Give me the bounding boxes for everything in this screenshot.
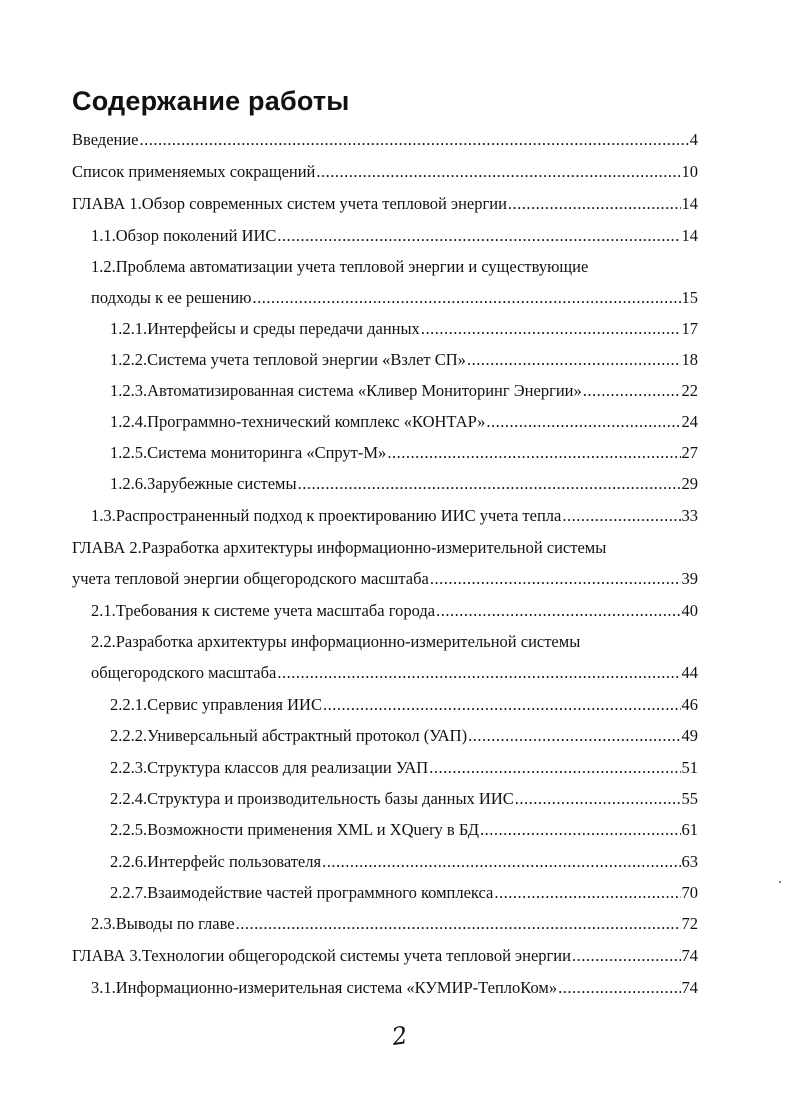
toc-dot-leader xyxy=(508,194,681,214)
toc-entry-title: 1.2.6.Зарубежные системы xyxy=(110,474,297,493)
toc-entry-title-line1: ГЛАВА 2.Разработка архитектуры информационно-измерительной системы xyxy=(72,538,607,557)
toc-entry-title-line2: учета тепловой энергии общегородского масштаба xyxy=(72,569,429,588)
toc-entry xyxy=(72,946,698,966)
toc-entry xyxy=(110,474,698,494)
toc-dot-leader xyxy=(298,474,681,494)
toc-entry-title: Список применяемых сокращений xyxy=(72,162,316,181)
toc-entry-page: 72 xyxy=(681,914,698,933)
toc-entry-page: 27 xyxy=(681,443,698,462)
toc-dot-leader xyxy=(480,820,681,840)
toc-entry xyxy=(110,883,698,903)
toc-entry-title: 2.2.6.Интерфейс пользователя xyxy=(110,852,322,871)
toc-entry xyxy=(91,978,698,998)
toc-entry-page: 4 xyxy=(689,130,698,149)
toc-entry-page: 74 xyxy=(681,978,698,997)
toc-entry xyxy=(72,194,698,214)
toc-entry-title-line2: подходы к ее решению xyxy=(91,288,252,307)
toc-entry xyxy=(110,443,698,463)
toc-entry-page: 40 xyxy=(681,601,698,620)
toc-dot-leader xyxy=(253,288,681,308)
scan-speck xyxy=(779,881,781,883)
toc-entry xyxy=(110,820,698,840)
toc-entry xyxy=(91,506,698,526)
toc-entry-page: 49 xyxy=(681,726,698,745)
toc-entry-title: 1.2.1.Интерфейсы и среды передачи данных xyxy=(110,319,420,338)
toc-dot-leader xyxy=(468,726,680,746)
toc-entry xyxy=(110,350,698,370)
toc-entry-page: 44 xyxy=(681,663,698,682)
toc-entry-page: 70 xyxy=(681,883,698,902)
toc-entry xyxy=(110,319,698,339)
toc-entry xyxy=(110,758,698,778)
toc-entry-title: 1.2.5.Система мониторинга «Спрут-М» xyxy=(110,443,387,462)
toc-entry xyxy=(110,695,698,715)
toc-dot-leader xyxy=(140,130,689,150)
toc-entry-title: 1.2.3.Автоматизированная система «Кливер Мониторинг Энергии» xyxy=(110,381,582,400)
toc-dot-leader xyxy=(236,914,681,934)
toc-entry-title: 2.2.2.Универсальный абстрактный протокол (УАП) xyxy=(110,726,468,745)
toc-dot-leader xyxy=(277,226,680,246)
handwritten-page-number: 2 xyxy=(390,1021,410,1051)
toc-dot-leader xyxy=(387,443,680,463)
toc-entry-page: 15 xyxy=(681,288,698,307)
toc-entry-title: 2.2.7.Взаимодействие частей программного комплекса xyxy=(110,883,494,902)
toc-dot-leader xyxy=(430,569,681,589)
toc-entry-title: 2.2.3.Структура классов для реализации УАП xyxy=(110,758,429,777)
toc-entry xyxy=(91,226,698,246)
toc-entry xyxy=(91,288,698,308)
toc-entry xyxy=(91,601,698,621)
toc-entry-page: 63 xyxy=(681,852,698,871)
toc-entry-page: 55 xyxy=(681,789,698,808)
toc-entry-page: 74 xyxy=(681,946,698,965)
toc-dot-leader xyxy=(277,663,680,683)
toc-dot-leader xyxy=(572,946,681,966)
toc-entry-title: 2.2.5.Возможности применения XML и XQuery в БД xyxy=(110,820,479,839)
toc-dot-leader xyxy=(515,789,681,809)
toc-entry-page: 29 xyxy=(681,474,698,493)
toc-entry-page: 61 xyxy=(681,820,698,839)
toc-entry xyxy=(72,569,698,589)
toc-entry-page: 14 xyxy=(681,194,698,213)
toc-dot-leader xyxy=(322,852,680,872)
toc-entry xyxy=(110,412,698,432)
toc-entry-page: 10 xyxy=(681,162,698,181)
toc-dot-leader xyxy=(323,695,681,715)
toc-entry-page: 22 xyxy=(681,381,698,400)
toc-entry xyxy=(72,162,698,182)
toc-entry-title: ГЛАВА 1.Обзор современных систем учета тепловой энергии xyxy=(72,194,507,213)
toc-dot-leader xyxy=(558,978,680,998)
toc-dot-leader xyxy=(436,601,680,621)
toc-entry-title: 2.2.4.Структура и производительность базы данных ИИС xyxy=(110,789,514,808)
toc-entry xyxy=(110,726,698,746)
toc-entry-page: 14 xyxy=(681,226,698,245)
toc-dot-leader xyxy=(494,883,680,903)
toc-dot-leader xyxy=(429,758,680,778)
page-title: Содержание работы xyxy=(72,86,350,116)
toc-entry xyxy=(110,381,698,401)
toc-entry-page: 18 xyxy=(681,350,698,369)
toc-entry-title: Введение xyxy=(72,130,139,149)
toc-dot-leader xyxy=(486,412,680,432)
toc-dot-leader xyxy=(421,319,681,339)
toc-entry-title: 2.2.1.Сервис управления ИИС xyxy=(110,695,322,714)
toc-entry-title: ГЛАВА 3.Технологии общегородской системы учета тепловой энергии xyxy=(72,946,571,965)
toc-entry xyxy=(91,914,698,934)
toc-entry-title: 1.3.Распространенный подход к проектированию ИИС учета тепла xyxy=(91,506,562,525)
toc-entry xyxy=(110,852,698,872)
toc-dot-leader xyxy=(467,350,681,370)
toc-entry-page: 46 xyxy=(681,695,698,714)
toc-entry xyxy=(110,789,698,809)
toc-entry-title: 3.1.Информационно-измерительная система «КУМИР-ТеплоКом» xyxy=(91,978,558,997)
toc-entry-title-line2: общегородского масштаба xyxy=(91,663,277,682)
toc-entry-title: 1.2.2.Система учета тепловой энергии «Взлет СП» xyxy=(110,350,466,369)
toc-entry-page: 51 xyxy=(681,758,698,777)
toc-entry-title: 2.3.Выводы по главе xyxy=(91,914,235,933)
toc-entry-page: 33 xyxy=(681,506,698,525)
toc-entry-page: 24 xyxy=(681,412,698,431)
toc-entry-title: 1.2.4.Программно-технический комплекс «КОНТАР» xyxy=(110,412,486,431)
toc-entry-page: 39 xyxy=(681,569,698,588)
toc-entry xyxy=(91,663,698,683)
toc-entry xyxy=(72,130,698,150)
toc-entry-title: 2.1.Требования к системе учета масштаба города xyxy=(91,601,436,620)
toc-entry-title-line1: 2.2.Разработка архитектуры информационно-измерительной системы xyxy=(91,632,581,651)
toc-dot-leader xyxy=(583,381,681,401)
toc-entry-title-line1: 1.2.Проблема автоматизации учета тепловой энергии и существующие xyxy=(91,257,589,276)
toc-dot-leader xyxy=(316,162,680,182)
toc-entry-page: 17 xyxy=(681,319,698,338)
toc-dot-leader xyxy=(562,506,680,526)
toc-entry-title: 1.1.Обзор поколений ИИС xyxy=(91,226,277,245)
